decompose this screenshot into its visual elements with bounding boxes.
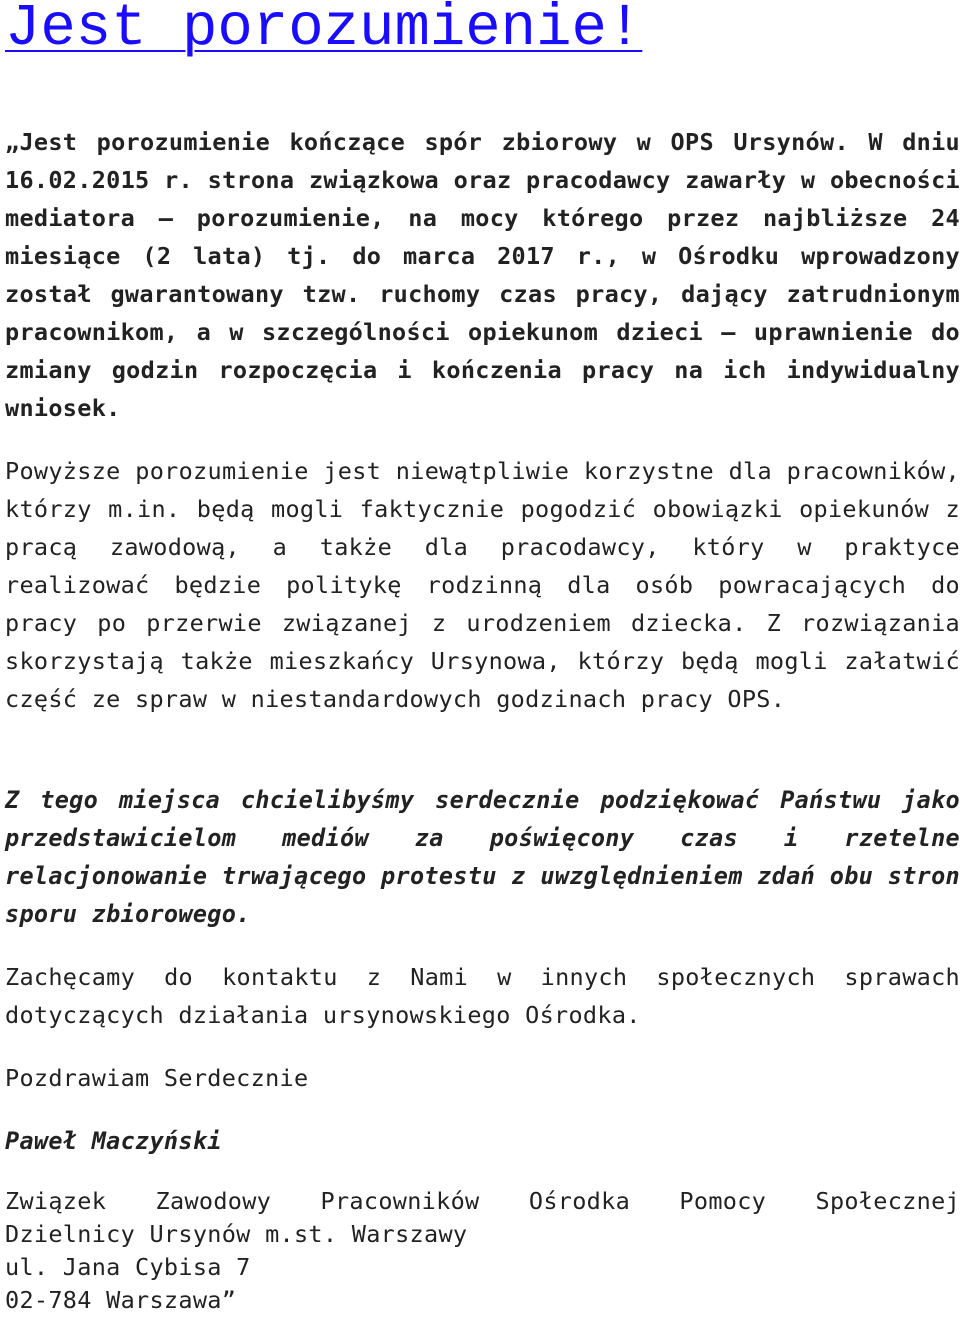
union-address-block	[5, 1185, 960, 1317]
address-line-city: 02-784 Warszawa”	[5, 1286, 237, 1314]
signature-name: Paweł Maczyński	[5, 1127, 222, 1155]
contact-invitation-paragraph: Zachęcamy do kontaktu z Nami w innych społecznych sprawach dotyczących działania ursynowskiego Ośrodka.	[5, 963, 960, 1029]
address-line-district: Dzielnicy Ursynów m.st. Warszawy	[5, 1220, 468, 1248]
greeting-line: Pozdrawiam Serdecznie	[5, 1064, 309, 1092]
address-line-street: ul. Jana Cybisa 7	[5, 1253, 251, 1281]
page-title	[5, 0, 642, 61]
thanks-paragraph: Z tego miejsca chcielibyśmy serdecznie podziękować Państwu jako przedstawicielom mediów za poświęcony czas i rzetelne relacjonowanie trwającego protestu z uwzględnieniem zdań obu stron sporu zbiorowego.	[5, 786, 960, 928]
address-line-organization: Związek Zawodowy Pracowników Ośrodka Pomocy Społecznej	[5, 1187, 960, 1215]
benefits-paragraph: Powyższe porozumienie jest niewątpliwie korzystne dla pracowników, którzy m.in. będą mogli faktycznie pogodzić obowiązki opiekunów z pracą zawodową, a także dla pracodawcy, który w praktyce realizować będzie politykę rodzinną dla osób powracających do pracy po przerwie związanej z urodzeniem dziecka. Z rozwiązania skorzystają także mieszkańcy Ursynowa, którzy będą mogli załatwić część ze spraw w niestandardowych godzinach pracy OPS.	[5, 457, 960, 713]
intro-paragraph: „Jest porozumienie kończące spór zbiorowy w OPS Ursynów. W dniu 16.02.2015 r. strona związkowa oraz pracodawcy zawarły w obecności mediatora – porozumienie, na mocy którego przez najbliższe 24 miesiące (2 lata) tj. do marca 2017 r., w Ośrodku wprowadzony został gwarantowany tzw. ruchomy czas pracy, dający zatrudnionym pracownikom, a w szczególności opiekunom dzieci – uprawnienie do zmiany godzin rozpoczęcia i kończenia pracy na ich indywidualny wniosek.	[5, 128, 960, 422]
title-link[interactable]: Jest porozumienie!	[5, 0, 643, 62]
